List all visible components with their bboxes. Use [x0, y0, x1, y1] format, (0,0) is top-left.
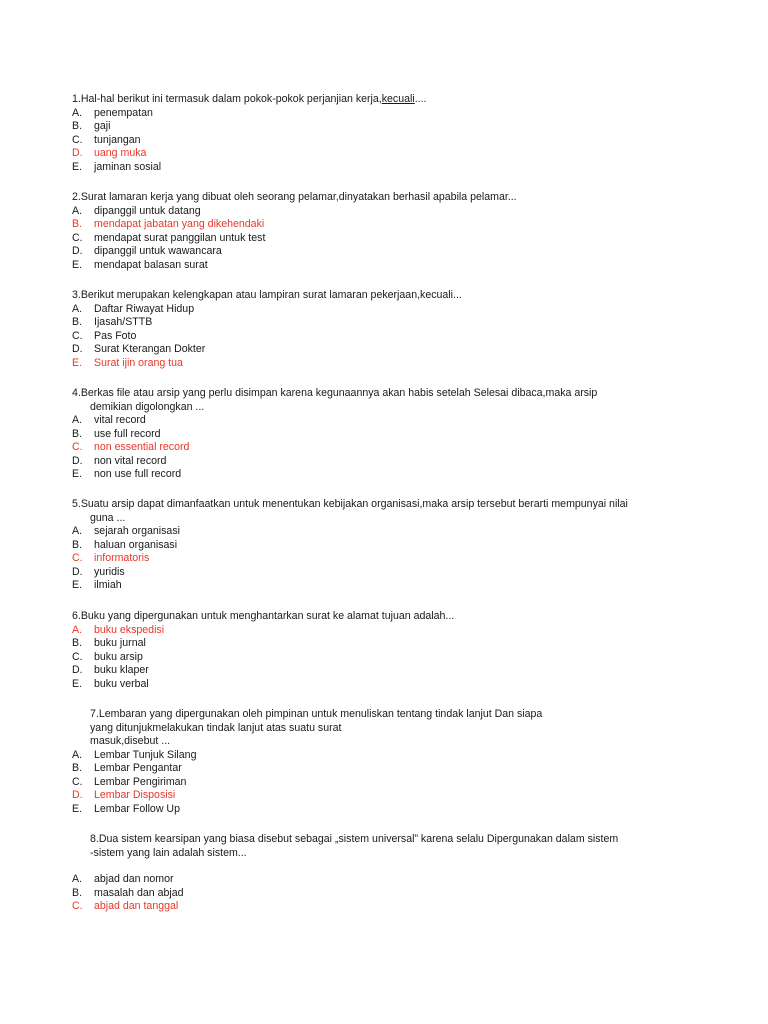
option-c-answer: C. informatoris [72, 552, 150, 564]
option-e: E. mendapat balasan surat [72, 258, 208, 271]
question-stem-cont: masuk,disebut ... [90, 735, 171, 747]
question-stem: 6.Buku yang dipergunakan untuk menghantarkan surat ke alamat tujuan adalah... [72, 610, 455, 622]
option-e: E. jaminan sosial [72, 160, 162, 173]
option-c: C. buku arsip [72, 650, 143, 663]
question-2 [72, 191, 712, 272]
question-stem: 3.Berikut merupakan kelengkapan atau lampiran surat lamaran pekerjaan,kecuali... [72, 289, 462, 301]
option-c: C. Lembar Pengiriman [72, 775, 187, 788]
question-stem-cont: guna ... [90, 511, 126, 524]
option-b: B. haluan organisasi [72, 538, 178, 551]
option-c: C. mendapat surat panggilan untuk test [72, 231, 266, 244]
question-stem-cont: demikian digolongkan ... [90, 400, 205, 413]
question-5 [72, 498, 712, 593]
question-stem: 4.Berkas file atau arsip yang perlu disimpan karena kegunaannya akan habis setelah Selesai dibaca,maka arsip [72, 387, 598, 399]
option-c: C. tunjangan [72, 133, 141, 146]
option-b: B. Lembar Pengantar [72, 762, 182, 774]
question-6 [72, 610, 712, 691]
option-d: D. dipanggil untuk wawancara [72, 245, 222, 257]
option-c: C. Pas Foto [72, 329, 137, 342]
question-stem: 2.Surat lamaran kerja yang dibuat oleh seorang pelamar,dinyatakan berhasil apabila pelamar... [72, 191, 517, 203]
option-a: A. Lembar Tunjuk Silang [72, 748, 197, 761]
option-e: E. buku verbal [72, 677, 149, 690]
option-a: A. penempatan [72, 106, 153, 119]
option-a-answer: A. buku ekspedisi [72, 623, 165, 636]
question-stem: 7.Lembaran yang dipergunakan oleh pimpinan untuk menuliskan tentang tindak lanjut Dan siapa [90, 708, 543, 720]
option-b-answer: B. mendapat jabatan yang dikehendaki [72, 218, 265, 230]
question-stem-cont: yang ditunjukmelakukan tindak lanjut atas suatu surat [90, 721, 342, 734]
option-a: A. abjad dan nomor [72, 873, 174, 885]
question-4 [72, 387, 712, 482]
option-e: E. non use full record [72, 468, 182, 480]
option-a: A. Daftar Riwayat Hidup [72, 302, 195, 315]
option-d: D. non vital record [72, 454, 167, 467]
option-b: B. use full record [72, 427, 161, 440]
option-d: D. yuridis [72, 565, 125, 578]
option-e-answer: E. Surat ijin orang tua [72, 356, 183, 369]
option-c-answer: C. non essential record [72, 441, 190, 453]
question-stem: 1.Hal-hal berikut ini termasuk dalam pokok-pokok perjanjian kerja,kecuali.... [72, 93, 427, 105]
option-b: B. buku jurnal [72, 637, 146, 649]
question-stem: 8.Dua sistem kearsipan yang biasa disebut sebagai „sistem universal” karena selalu Dipergunakan dalam sistem [90, 833, 619, 845]
option-b: B. Ijasah/STTB [72, 316, 153, 328]
option-c-answer: C. abjad dan tanggal [72, 900, 179, 912]
option-d: D. Surat Kterangan Dokter [72, 343, 206, 355]
option-a: A. vital record [72, 414, 146, 426]
option-d-answer: D. Lembar Disposisi [72, 789, 176, 801]
option-d: D. buku klaper [72, 664, 149, 676]
option-e: E. Lembar Follow Up [72, 802, 180, 815]
option-a: A. dipanggil untuk datang [72, 204, 201, 217]
question-stem-cont: -sistem yang lain adalah sistem... [90, 846, 247, 859]
option-a: A. sejarah organisasi [72, 525, 180, 537]
option-d-answer: D. uang muka [72, 147, 147, 159]
option-b: B. masalah dan abjad [72, 886, 184, 899]
option-e: E. ilmiah [72, 579, 122, 591]
question-7 [72, 708, 712, 816]
option-b: B. gaji [72, 120, 111, 132]
question-3 [72, 289, 712, 370]
question-8 [72, 833, 712, 914]
question-stem: 5.Suatu arsip dapat dimanfaatkan untuk menentukan kebijakan organisasi,maka arsip tersebut berarti mempunyai nilai [72, 498, 628, 510]
question-1 [72, 93, 712, 174]
